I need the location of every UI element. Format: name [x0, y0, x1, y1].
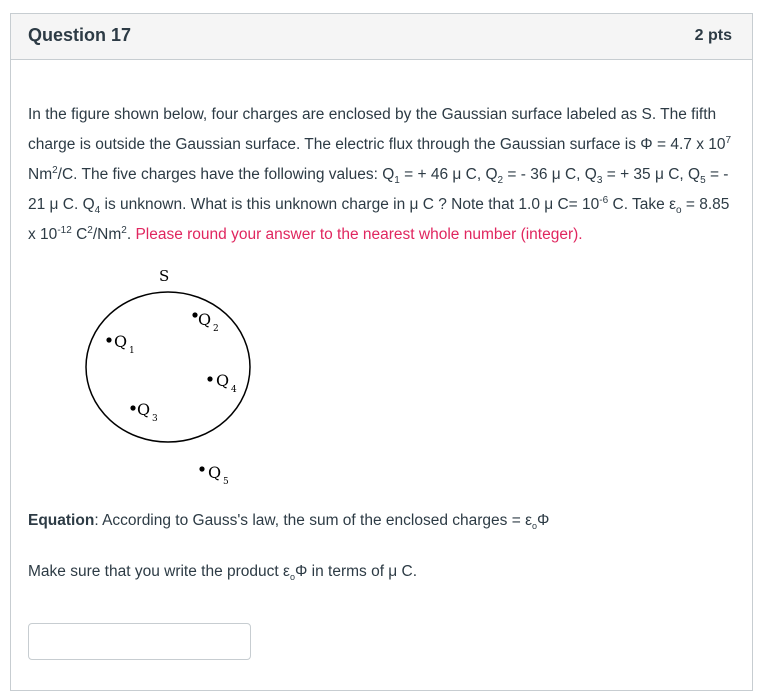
- subscript: o: [675, 205, 682, 217]
- subscript: 2: [497, 175, 504, 187]
- svg-text:Q: Q: [137, 400, 151, 419]
- phi-symbol: Φ: [537, 512, 550, 529]
- charge-q2: [192, 310, 218, 334]
- svg-text:3: 3: [152, 414, 158, 424]
- exponent: 2: [52, 164, 58, 176]
- question-points: 2 pts: [694, 27, 732, 44]
- subscript: o: [531, 521, 537, 532]
- svg-text:Q: Q: [114, 332, 128, 351]
- text-segment: = - 21 μ C. Q: [28, 166, 729, 213]
- text-segment: = + 46 μ C, Q: [399, 166, 498, 183]
- question-title: Question 17: [28, 25, 132, 45]
- instruction-line: [28, 563, 417, 582]
- svg-text:4: 4: [231, 385, 237, 395]
- text-segment: = 8.85 x 10: [28, 196, 730, 243]
- text-segment: is unknown. What is this unknown charge in μ C ? Note that 1.0 μ C= 10: [100, 196, 600, 213]
- text-segment: /Nm: [92, 226, 122, 243]
- charge-q1: [106, 332, 134, 356]
- text-segment: .: [126, 226, 136, 243]
- question-text: [28, 100, 740, 250]
- charge-q5: [199, 463, 229, 487]
- question-card: [10, 13, 753, 691]
- text-segment: C: [71, 226, 88, 243]
- svg-text:5: 5: [223, 477, 229, 487]
- epsilon-symbol: ε: [283, 563, 290, 580]
- subscript: 5: [700, 175, 706, 187]
- text-segment: = 4.7 x 10: [652, 136, 726, 153]
- charge-q3: [130, 400, 158, 424]
- text-segment: = + 35 μ C, Q: [602, 166, 701, 183]
- rounding-instruction: Please round your answer to the nearest whole number (integer).: [135, 226, 583, 243]
- subscript: 1: [394, 175, 400, 187]
- text-segment: /C. The five charges have the following values: Q: [57, 166, 395, 183]
- text-segment: Nm: [28, 166, 53, 183]
- subscript: 4: [94, 205, 101, 217]
- charge-q4: [207, 371, 237, 395]
- surface-label: S: [159, 269, 170, 285]
- svg-text:Q: Q: [208, 463, 222, 482]
- epsilon-symbol: ε: [525, 512, 532, 529]
- exponent: 2: [121, 224, 127, 236]
- instruction-text: Make sure that you write the product: [28, 563, 284, 580]
- svg-text:2: 2: [213, 324, 219, 334]
- equation-text: : According to Gauss's law, the sum of the enclosed charges =: [94, 512, 526, 529]
- exponent: -12: [57, 224, 72, 236]
- equation-heading: Equation: [28, 512, 95, 529]
- exponent: 7: [725, 134, 732, 146]
- text-segment: = - 36 μ C, Q: [503, 166, 597, 183]
- equation-line: [28, 512, 549, 531]
- question-header: [11, 14, 752, 60]
- subscript: 3: [596, 175, 603, 187]
- instruction-text: in terms of μ C.: [307, 563, 418, 580]
- phi-symbol: Φ: [294, 563, 308, 580]
- svg-text:Q: Q: [198, 310, 212, 329]
- exponent: -6: [599, 194, 609, 206]
- phi-symbol: Φ: [640, 136, 653, 153]
- gaussian-surface-figure: [71, 269, 291, 499]
- exponent: 2: [87, 224, 93, 236]
- subscript: o: [289, 572, 295, 583]
- text-segment: C. Take ε: [608, 196, 676, 213]
- svg-text:Q: Q: [216, 371, 230, 390]
- text-segment: In the figure shown below, four charges are enclosed by the Gaussian surface labeled as S. The fifth charge is outside the Gaussian surface. The electric flux through the Gaussian surface is: [28, 106, 717, 153]
- answer-input[interactable]: [28, 623, 251, 660]
- gaussian-surface: [86, 292, 250, 442]
- svg-text:1: 1: [129, 346, 135, 356]
